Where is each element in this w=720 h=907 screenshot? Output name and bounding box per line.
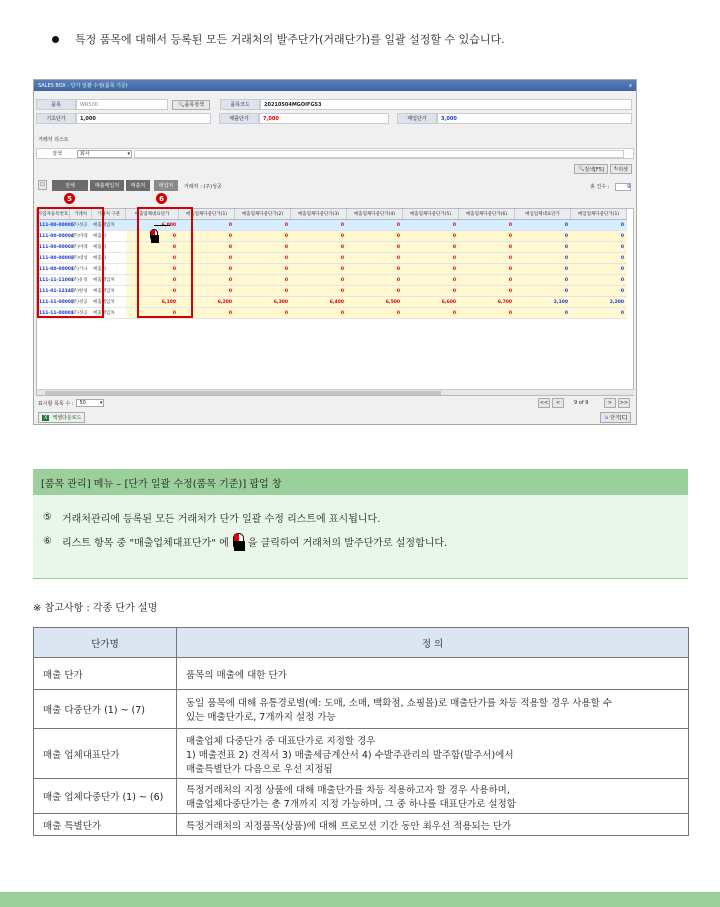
info-line-5-text: 거래처관리에 등록된 모든 거래처가 단가 일괄 수정 리스트에 표시됩니다. [61,514,381,525]
grid-column-header[interactable]: 매출업체다중단가(2) [235,209,291,219]
price-cell[interactable]: 0 [235,220,291,230]
definition-line: 특정거래처의 지정 상품에 대해 매출단가를 차등 적용하고자 할 경우 사용하며, [186,785,510,796]
table-row[interactable] [37,275,627,286]
grid-column-header[interactable]: 매입업체대표단가 [515,209,571,219]
table-row[interactable] [37,264,627,275]
price-cell[interactable]: 0 [347,308,403,318]
price-cell[interactable]: 0 [179,264,235,274]
info-line-6-text-b: 을 클릭하여 거래처의 발주단가로 설정합니다. [247,538,448,549]
refresh-icon: ↻ [614,166,619,172]
client-type-cell[interactable]: 매출매입처 [93,311,115,316]
table-row[interactable] [37,242,627,253]
step-number-5: ⑤ [43,512,52,523]
close-icon[interactable]: x [629,82,632,89]
client-type-cell[interactable]: 매출매입처 [93,278,115,283]
price-cell[interactable]: 0 [235,231,291,241]
close-window-icon: ⇲ [604,414,609,421]
price-cell[interactable]: 0 [126,286,179,296]
price-cell[interactable]: 0 [459,231,515,241]
page-size-select[interactable]: 50 ▾ [76,399,104,407]
info-line-6 [43,533,447,550]
business-number-cell[interactable]: 111-00-00003 [39,244,75,250]
page-size-row: 표시할 목록 수 : 50 ▾ [38,400,103,407]
price-cell[interactable]: 0 [403,253,459,263]
price-cell[interactable]: 6,000 [126,220,179,230]
price-name-cell: 매출 다중단가 (1) ~ (7) [34,690,177,729]
window-titlebar [34,80,636,91]
definition-line: 특정거래처의 지정품목(상품)에 대해 프로모션 기간 동안 최우선 적용되는 단가 [186,820,512,832]
price-cell[interactable]: 0 [235,253,291,263]
grid-column-header[interactable]: 거래처 구분 [92,209,126,219]
price-cell[interactable]: 2,200 [571,297,627,307]
definition-line: 매출업체 다중단가 중 대표단가로 지정할 경우 [186,735,376,747]
price-cell[interactable]: 0 [235,242,291,252]
price-cell[interactable]: 0 [515,308,571,318]
price-cell[interactable]: 0 [126,253,179,263]
search-f5-button[interactable]: 🔍 검색[F5] [574,164,608,174]
price-cell[interactable]: 0 [347,264,403,274]
business-number-cell[interactable]: 111-11-11001 [39,277,75,283]
price-cell[interactable]: 0 [179,308,235,318]
item-label: 품목 [36,99,76,110]
price-cell[interactable]: 0 [459,275,515,285]
definition-cell [177,658,689,690]
total-count: 총 건수 : 9 [590,184,631,190]
price-cell[interactable]: 0 [347,231,403,241]
price-cell[interactable]: 2,100 [515,297,571,307]
price-cell[interactable]: 0 [347,242,403,252]
price-name-cell: 매출 업체대표단가 [34,729,177,779]
table-row[interactable] [37,231,627,242]
client-name-cell[interactable]: (주)성공 [71,311,88,316]
horizontal-scrollbar[interactable] [37,389,635,395]
price-cell[interactable]: 0 [179,242,235,252]
price-cell[interactable]: 0 [347,253,403,263]
price-cell[interactable]: 0 [291,253,347,263]
client-name-cell[interactable]: (주)가나 [71,267,88,272]
base-price-value: 1,000 [76,113,211,124]
marker-6: 6 [156,193,167,204]
header-definition: 정 의 [177,628,689,658]
bullet-icon [52,36,59,43]
price-cell[interactable]: 0 [126,242,179,252]
price-name-cell: 매출 업체다중단가 (1) ~ (6) [34,779,177,814]
item-code-value: 20210504MGOIFG53 [260,99,632,110]
close-button[interactable]: ⇲ 닫기[C] [600,412,631,423]
excel-icon: X [44,414,48,421]
client-name-cell[interactable]: (주)성공 [71,300,88,305]
price-cell[interactable]: 0 [403,220,459,230]
client-type-cell[interactable]: 매출처 [93,234,107,239]
price-cell[interactable]: 0 [515,253,571,263]
price-cell[interactable]: 0 [179,275,235,285]
page-info: 9 of 9 [574,400,589,406]
price-cell[interactable]: 0 [235,308,291,318]
price-cell[interactable]: 0 [179,231,235,241]
price-cell[interactable]: 0 [126,231,179,241]
table-row [34,814,689,836]
client-name-cell[interactable]: (주)유성 [71,278,88,283]
definition-line: 있는 매출단가로, 7개까지 설정 가능 [186,712,336,723]
table-row [34,658,689,690]
total-count-value: 9 [615,183,631,191]
client-type-cell[interactable]: 매출매입처 [93,223,115,228]
price-cell[interactable]: 0 [179,286,235,296]
price-cell[interactable]: 0 [291,275,347,285]
price-cell[interactable]: 0 [235,275,291,285]
purchase-price-value: 3,000 [437,113,632,124]
info-line-6-text-a: 리스트 항목 중 "매출업체대표단가" 에 [61,538,229,549]
client-list-title: 거래처 리스트 [38,137,69,143]
grid-column-header[interactable]: 매출업체다중단가(3) [291,209,347,219]
price-cell[interactable]: 0 [403,308,459,318]
definition-cell [177,814,689,836]
price-cell[interactable]: 0 [571,231,627,241]
price-cell[interactable]: 0 [515,242,571,252]
search-label: 검색 [52,151,62,157]
grid-column-header[interactable]: 매출업체다중단가(6) [459,209,515,219]
business-number-cell[interactable]: 111-01-12345 [39,288,75,294]
search-select[interactable]: 회사 ▾ [77,150,132,158]
mouse-icon [233,533,244,550]
table-row[interactable] [37,308,627,319]
grid-header [37,209,627,220]
price-cell[interactable]: 0 [571,253,627,263]
base-price-label: 기초단가 [36,113,76,124]
price-cell[interactable]: 0 [126,264,179,274]
price-cell[interactable]: 6,600 [403,297,459,307]
client-name-cell[interactable]: (주)미래 [71,245,88,250]
marker-5: 5 [64,193,75,204]
price-cell[interactable]: 0 [291,264,347,274]
purchase-price-label: 매입단가 [397,113,437,124]
price-cell[interactable]: 6,200 [179,297,235,307]
price-cell[interactable]: 0 [459,264,515,274]
business-number-cell[interactable]: 111-00-00002 [39,255,75,261]
client-type-cell[interactable]: 매출처 [93,267,107,272]
price-cell[interactable]: 0 [459,253,515,263]
price-cell[interactable]: 0 [459,286,515,296]
search-input[interactable] [134,150,624,158]
grid-column-header[interactable]: 매입업체다중단가(1) [571,209,627,219]
tab-all[interactable]: 전체 [52,180,88,191]
price-cell[interactable]: 0 [571,242,627,252]
price-cell[interactable]: 0 [571,220,627,230]
grid-column-header[interactable]: 거래처 [70,209,92,219]
client-type-cell[interactable]: 매출처 [93,245,107,250]
price-cell[interactable]: 0 [571,286,627,296]
definition-line: 동일 품목에 대해 유통경로별(예: 도매, 소매, 백화점, 쇼핑몰)로 매출단가를 차등 적용할 경우 사용할 수 [186,698,613,709]
chevron-down-icon: ▾ [99,400,103,406]
definition-line: 매출특별단가 다음으로 우선 지정됨 [186,763,333,775]
client-type-cell[interactable]: 매출매입처 [93,289,115,294]
table-row [34,690,689,729]
tab-purchase[interactable]: 매입처 [154,180,178,191]
price-cell[interactable]: 0 [515,220,571,230]
mouse-pointer-line [154,225,170,226]
client-price-grid [36,208,634,396]
sales-price-label: 매출단가 [219,113,259,124]
grid-column-header[interactable]: 매출업체대표단가 [126,209,179,219]
grid-column-header[interactable]: 사업자등록번호 [37,209,70,219]
table-row [34,779,689,814]
price-cell[interactable]: 0 [291,308,347,318]
table-row[interactable] [37,220,627,231]
price-cell[interactable]: 6,100 [126,297,179,307]
price-cell[interactable]: 0 [403,242,459,252]
table-row [34,729,689,779]
item-search-button[interactable]: 🔍 품목검색 [172,100,210,110]
highlight-box-6 [137,207,193,318]
item-code-label: 품목코드 [220,99,260,110]
chevron-down-icon: ▾ [127,150,130,157]
price-cell[interactable]: 0 [403,231,459,241]
price-cell[interactable]: 0 [347,275,403,285]
price-cell[interactable]: 0 [403,275,459,285]
grid-column-header[interactable]: 매출업체다중단가(4) [347,209,403,219]
price-cell[interactable]: 0 [179,253,235,263]
note-title: ※ 참고사항 : 각종 단가 설명 [33,603,158,614]
search-icon: 🔍 [578,166,585,172]
table-row[interactable] [37,253,627,264]
price-cell[interactable]: 6,700 [459,297,515,307]
price-name-cell: 매출 특별단가 [34,814,177,836]
price-cell[interactable]: 0 [126,275,179,285]
first-page-button[interactable]: << [539,400,549,406]
business-number-cell[interactable]: 111-11-00001 [39,310,75,316]
info-body [33,495,688,579]
last-page-button[interactable]: >> [619,400,629,406]
selected-client: 거래처 : (주)성공 [184,184,222,190]
price-cell[interactable]: 0 [291,286,347,296]
window-title: SALES BOX - 단가 일괄 수정(품목 기준) [38,83,128,89]
client-name-cell[interactable]: (주)성공 [71,223,88,228]
price-cell[interactable]: 0 [571,264,627,274]
prev-page-button[interactable]: < [552,398,564,408]
price-cell[interactable]: 0 [291,231,347,241]
price-cell[interactable]: 0 [515,264,571,274]
price-cell[interactable]: 0 [126,308,179,318]
price-cell[interactable]: 0 [403,264,459,274]
price-cell[interactable]: 0 [235,264,291,274]
price-cell[interactable]: 0 [403,286,459,296]
sales-price-value: 7,000 [259,113,389,124]
table-header-row [34,628,689,658]
info-header: [품목 관리] 메뉴 – [단가 일괄 수정(품목 기준)] 팝업 창 [33,469,688,495]
price-row [36,113,634,124]
grid-column-header[interactable]: 매출업체다중단가(1) [179,209,235,219]
client-name-cell[interactable]: (주)대성 [71,256,88,261]
definition-cell [177,690,689,729]
table-body [34,658,689,836]
price-bulk-edit-window [33,79,637,425]
business-number-cell[interactable]: 111-00-00001 [39,266,75,272]
tab-sales[interactable]: 매출처 [126,180,150,191]
client-name-cell[interactable]: (주)미래 [71,234,88,239]
item-row [36,99,634,110]
price-cell[interactable]: 0 [179,220,235,230]
definition-line: 품목의 매출에 대한 단가 [186,669,287,681]
business-number-cell[interactable]: 111-00-00005 [39,222,75,228]
reset-button[interactable]: ↻ 리셋 [610,164,632,174]
definition-line: 1) 매출전표 2) 견적서 3) 매출세금계산서 4) 수발주관리의 발주함(발주서)에서 [186,749,514,761]
price-cell[interactable]: 0 [459,308,515,318]
price-name-cell: 매출 단가 [34,658,177,690]
price-cell[interactable]: 0 [347,286,403,296]
header-price-name: 단가명 [34,628,177,658]
checkbox-toggle[interactable] [38,180,47,190]
grid-column-header[interactable]: 매출업체다중단가(5) [403,209,459,219]
tab-sales-purchase[interactable]: 매출매입처 [90,180,124,191]
excel-download-button[interactable]: X 엑셀다운로드 [38,412,85,423]
price-cell[interactable]: 6,400 [291,297,347,307]
price-definition-table [33,627,689,836]
price-cell[interactable]: 0 [571,308,627,318]
client-type-cell[interactable]: 매출처 [93,256,107,261]
step-number-6: ⑥ [43,536,52,547]
price-cell[interactable]: 6,500 [347,297,403,307]
price-cell[interactable]: 0 [571,275,627,285]
table-row[interactable] [37,286,627,297]
scrollbar-thumb[interactable] [45,391,441,395]
intro-line [52,31,505,47]
price-cell[interactable]: 0 [515,286,571,296]
intro-text: 특정 품목에 대해서 등록된 모든 거래처의 발주단가(거래단가)를 일괄 설정할 수 있습니다. [75,33,505,46]
definition-cell [177,779,689,814]
definition-cell [177,729,689,779]
info-line-5 [43,510,380,525]
price-cell[interactable]: 0 [515,275,571,285]
item-input[interactable]: WR500 [76,99,168,110]
price-cell[interactable]: 0 [235,286,291,296]
price-cell[interactable]: 0 [291,242,347,252]
check-icon: ☐ [40,182,45,188]
search-icon: 🔍 [178,101,185,108]
definition-line: 매출업체다중단가는 총 7개까지 지정 가능하며, 그 중 하나를 대표단가로 설정함 [186,799,516,810]
price-cell[interactable]: 0 [459,242,515,252]
highlight-box-5 [37,207,104,318]
client-type-cell[interactable]: 매출매입처 [93,300,115,305]
business-number-cell[interactable]: 111-00-00004 [39,233,75,239]
business-number-cell[interactable]: 111-11-00002 [39,299,75,305]
search-row [36,148,634,159]
mouse-icon [150,229,158,241]
price-cell[interactable]: 6,300 [235,297,291,307]
footer-bar [0,892,720,907]
next-page-button[interactable]: > [604,398,616,408]
price-cell[interactable]: 0 [459,220,515,230]
table-row[interactable] [37,297,627,308]
price-cell[interactable]: 0 [515,231,571,241]
price-cell[interactable]: 0 [291,220,347,230]
price-cell[interactable]: 0 [347,220,403,230]
client-name-cell[interactable]: (주)한성 [71,289,88,294]
